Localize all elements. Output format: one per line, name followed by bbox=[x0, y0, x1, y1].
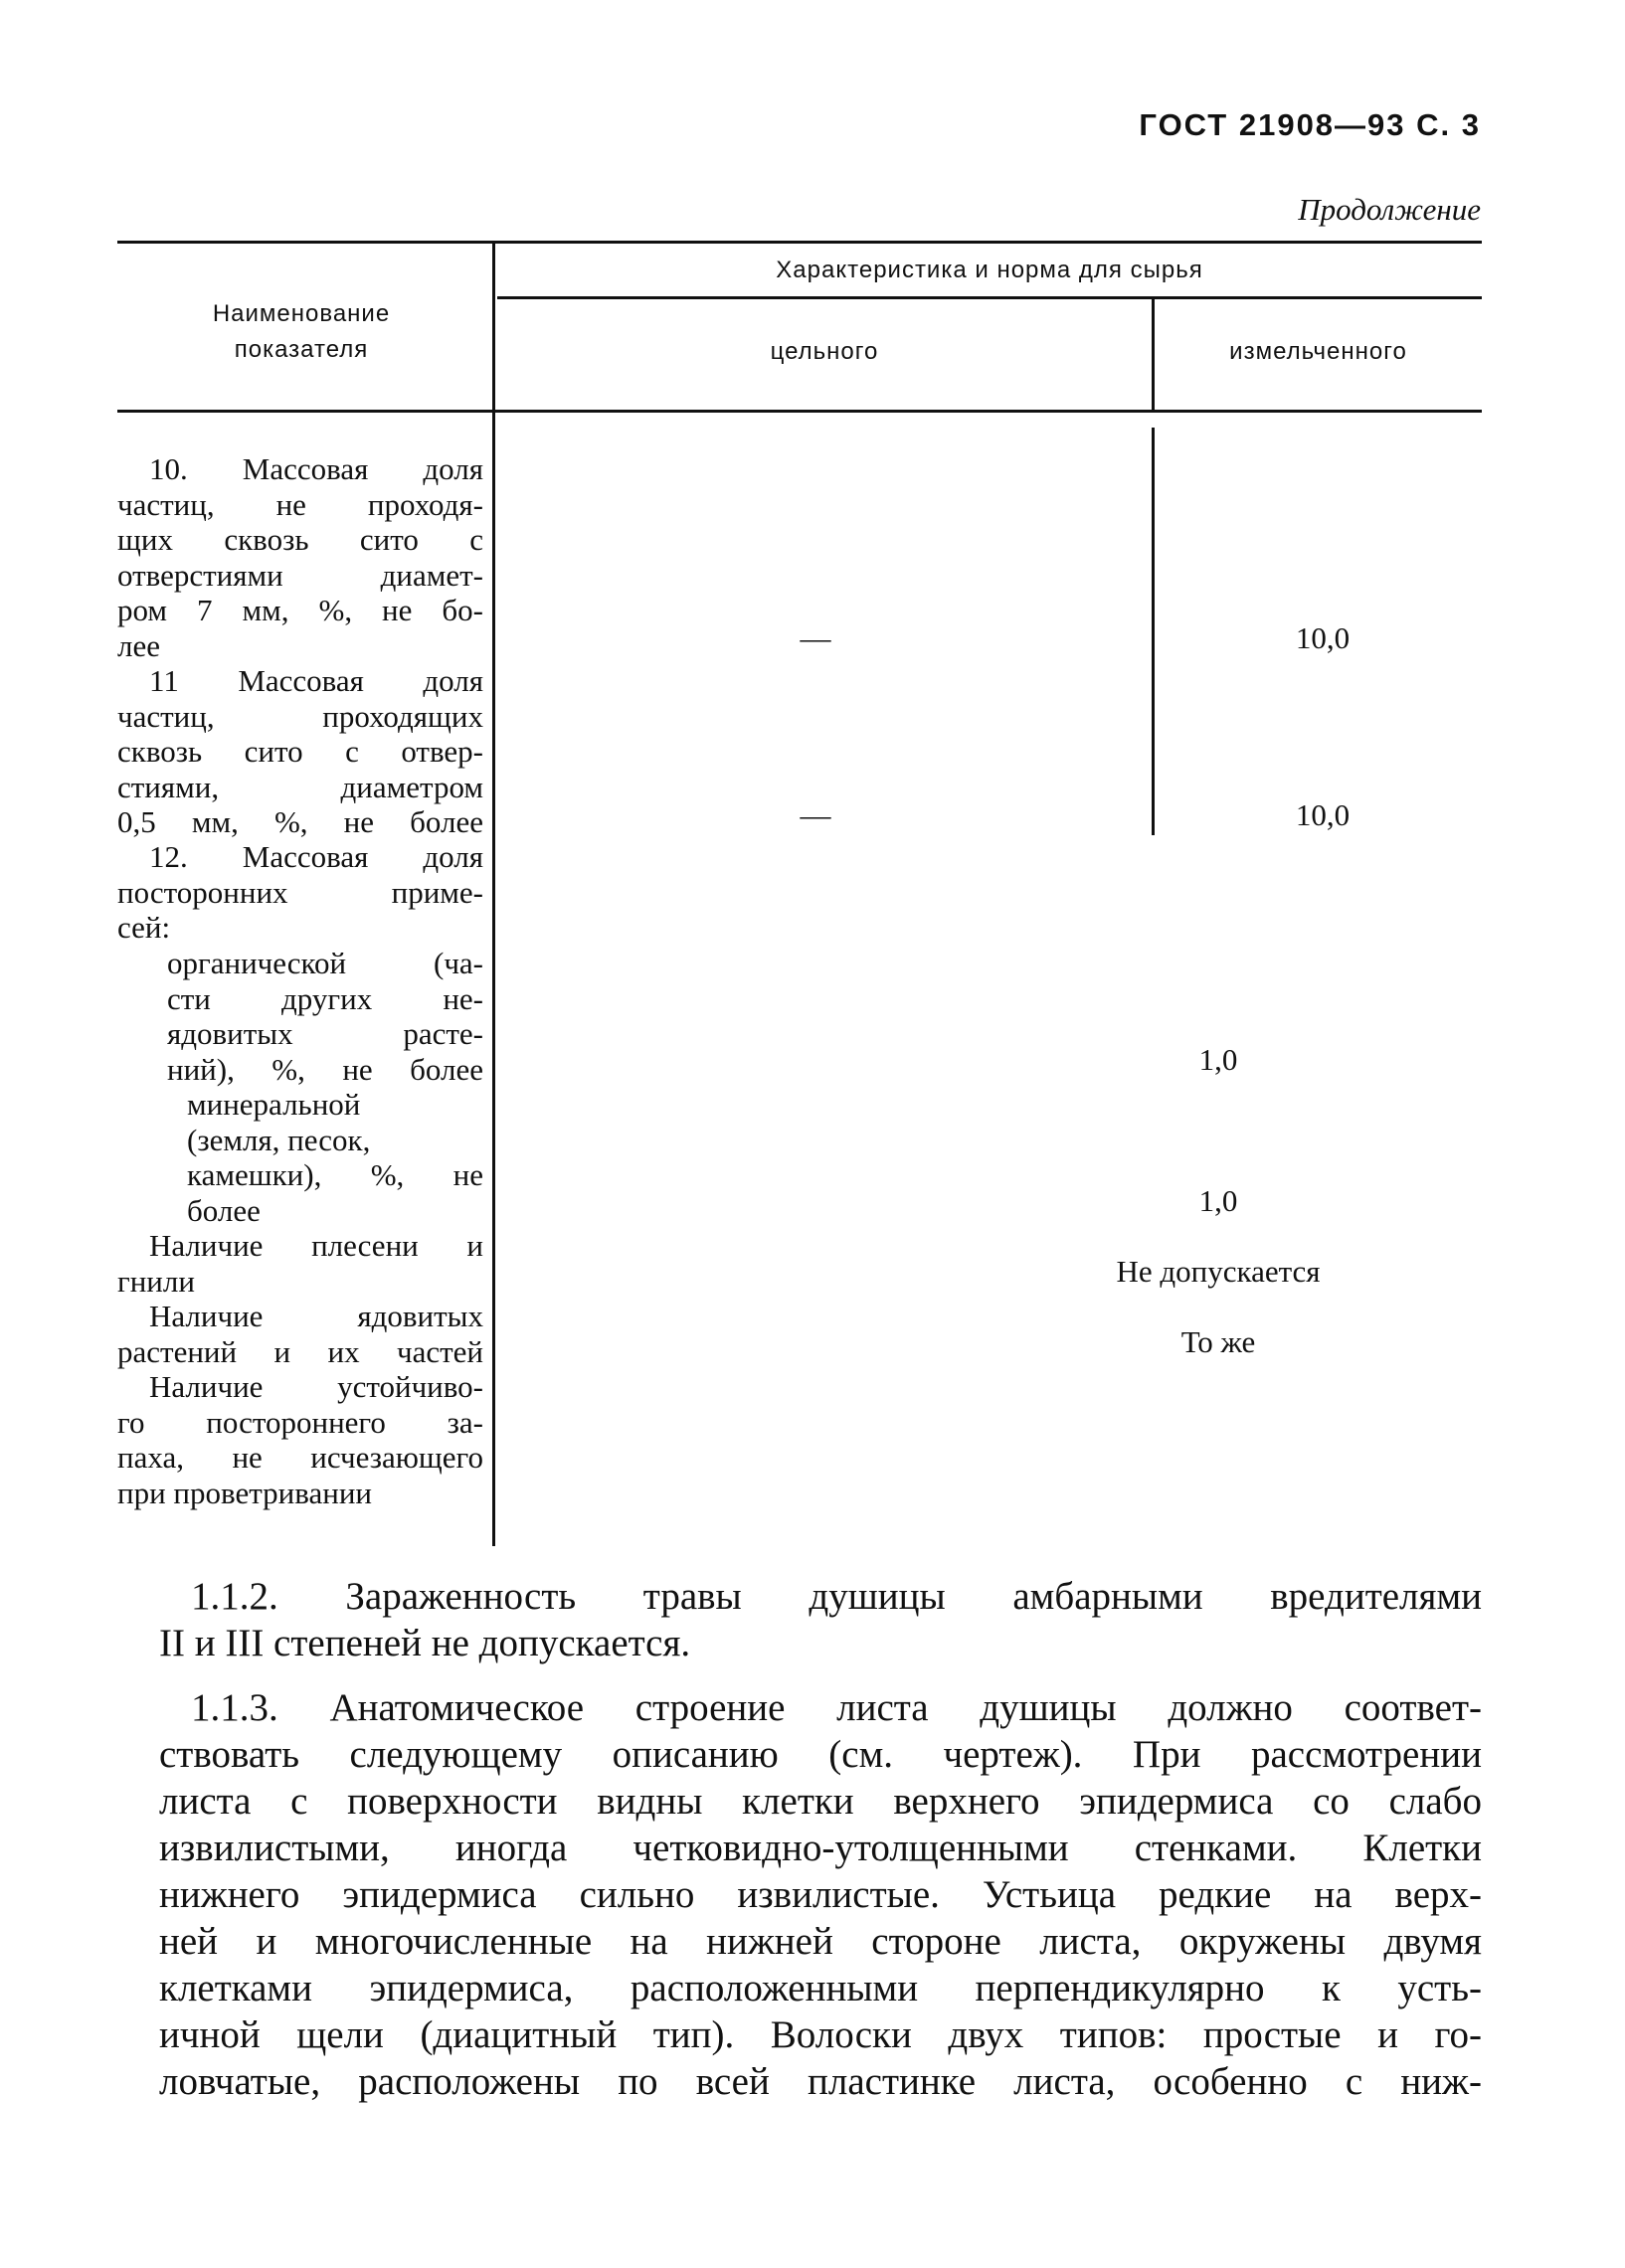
group-header-rule bbox=[497, 296, 1482, 299]
row-line: ядовитых расте- bbox=[167, 1016, 483, 1051]
value-column-divider bbox=[1152, 428, 1155, 835]
row-line: го постороннего за- bbox=[117, 1404, 483, 1440]
norm-group-header: Характеристика и норма для сырья bbox=[776, 257, 1203, 283]
row-line: при проветривании bbox=[117, 1475, 373, 1510]
table-row bbox=[117, 663, 483, 840]
row-line: сти других не- bbox=[167, 980, 483, 1016]
row-line: отверстиями диамет- bbox=[117, 557, 483, 593]
row-line: частиц, не проходя- bbox=[117, 486, 483, 522]
value-whole: — bbox=[800, 620, 831, 655]
row-line: 12. Массовая доля bbox=[149, 839, 483, 874]
row-line: щих сквозь сито с bbox=[117, 522, 483, 557]
row-line: Наличие ядовитых bbox=[149, 1299, 483, 1333]
row-line: 0,5 мм, %, не более bbox=[117, 804, 483, 839]
whole-raw-header: цельного bbox=[770, 338, 879, 365]
paragraph-line: извилистыми, иногда четковидно-утолщенными стенками. Клетки bbox=[159, 1827, 1482, 1869]
row-line: стиями, диаметром bbox=[117, 769, 483, 804]
name-column-divider bbox=[492, 244, 495, 1546]
row-line: сквозь сито с отвер- bbox=[117, 734, 483, 769]
crushed-raw-header: измельченного bbox=[1229, 338, 1407, 365]
row-line: частиц, проходящих bbox=[117, 698, 483, 734]
value-merged: 1,0 bbox=[1198, 1183, 1238, 1218]
row-line: растений и их частей bbox=[117, 1333, 483, 1369]
row-line: ний), %, не более bbox=[167, 1051, 483, 1087]
value-merged: Не допускается bbox=[1116, 1254, 1321, 1289]
value-merged: 1,0 bbox=[1198, 1042, 1238, 1077]
row-line: (земля, песок, bbox=[187, 1122, 371, 1157]
header-line: показателя bbox=[234, 336, 369, 363]
table-row bbox=[117, 1228, 483, 1299]
paragraph-line: листа с поверхности видны клетки верхнего эпидермиса со слабо bbox=[159, 1780, 1482, 1823]
row-line: Наличие устойчиво- bbox=[149, 1369, 483, 1404]
row-line: органической (ча- bbox=[167, 946, 483, 980]
table-row bbox=[117, 1299, 483, 1369]
row-line: Наличие плесени и bbox=[149, 1228, 483, 1263]
paragraph-line: ичной щели (диацитный тип). Волоски двух типов: простые и го- bbox=[159, 2013, 1482, 2056]
paragraph-line: ствовать следующему описанию (см. чертеж). При рассмотрении bbox=[159, 1733, 1482, 1776]
value-whole: — bbox=[800, 797, 831, 832]
continuation-label: Продолжение bbox=[1298, 192, 1481, 227]
row-line: 10. Массовая доля bbox=[149, 451, 483, 486]
table-row bbox=[167, 946, 483, 1087]
row-line: минеральной bbox=[187, 1087, 361, 1122]
paragraph-line: ней и многочисленные на нижней стороне листа, окружены двумя bbox=[159, 1920, 1482, 1963]
paragraph-line: ловчатые, расположены по всей пластинке листа, особенно с ниж- bbox=[159, 2060, 1482, 2103]
row-line: гнили bbox=[117, 1263, 195, 1299]
row-line: более bbox=[187, 1192, 261, 1228]
value-crushed: 10,0 bbox=[1295, 797, 1351, 832]
running-head: ГОСТ 21908—93 С. 3 bbox=[1139, 107, 1481, 142]
paragraph-line: II и III степеней не допускается. bbox=[159, 1622, 691, 1664]
table-top-rule bbox=[117, 241, 1482, 244]
paragraph-1-1-2 bbox=[159, 1573, 1482, 1666]
row-line: 11 Массовая доля bbox=[149, 663, 483, 698]
value-crushed: 10,0 bbox=[1295, 620, 1351, 655]
row-line: посторонних приме- bbox=[117, 874, 483, 910]
row-line: камешки), %, не bbox=[187, 1157, 483, 1192]
table-row bbox=[117, 451, 483, 663]
paragraph-line: клетками эпидермиса, расположенными перпендикулярно к усть- bbox=[159, 1967, 1482, 2009]
row-line: сей: bbox=[117, 910, 171, 945]
table-row bbox=[117, 839, 483, 946]
row-line: паха, не исчезающего bbox=[117, 1440, 483, 1475]
header-line: Наименование bbox=[212, 300, 391, 327]
table-row bbox=[117, 1369, 483, 1510]
paragraph-line: нижнего эпидермиса сильно извилистые. Устьица редкие на верх- bbox=[159, 1873, 1482, 1916]
value-merged: То же bbox=[1180, 1324, 1256, 1359]
header-bottom-rule bbox=[117, 410, 1482, 413]
paragraph-line: 1.1.2. Зараженность травы душицы амбарными вредителями bbox=[191, 1575, 1482, 1618]
table-row bbox=[187, 1087, 483, 1228]
indicator-name-header bbox=[117, 296, 485, 368]
paragraph-line: 1.1.3. Анатомическое строение листа душицы должно соответ- bbox=[191, 1686, 1482, 1729]
row-line: лее bbox=[117, 627, 160, 663]
row-line: ром 7 мм, %, не бо- bbox=[117, 593, 483, 627]
paragraph-1-1-3 bbox=[159, 1684, 1482, 2105]
